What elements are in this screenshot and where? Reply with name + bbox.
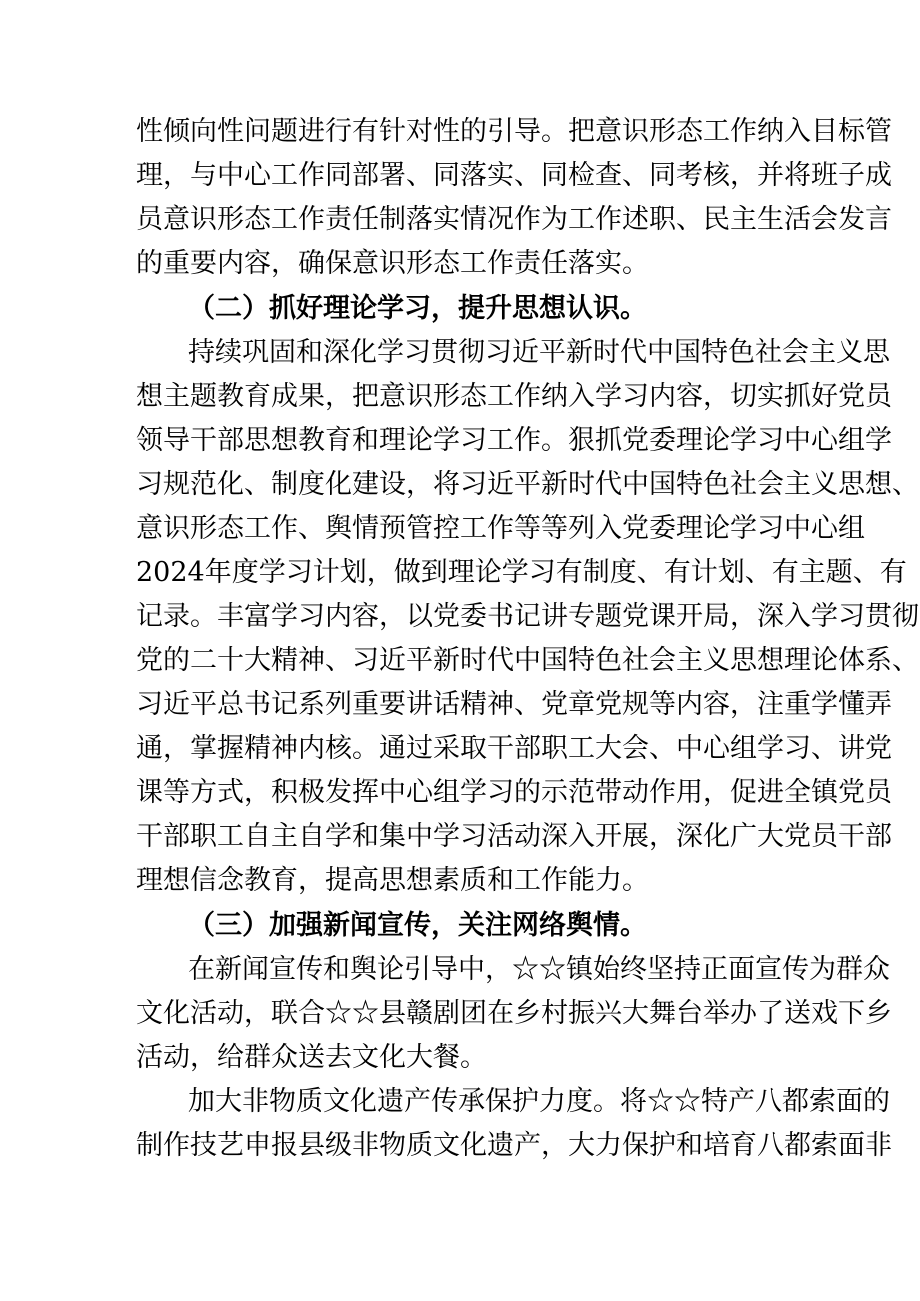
text-line: 记录。丰富学习内容，以党委书记讲专题党课开局，深入学习贯彻: [136, 601, 919, 632]
text-line: 干部职工自主自学和集中学习活动深入开展，深化广大党员干部: [136, 821, 892, 852]
text-line: 课等方式，积极发挥中心组学习的示范带动作用，促进全镇党员: [136, 777, 892, 808]
text-line: 党的二十大精神、习近平新时代中国特色社会主义思想理论体系、: [136, 645, 919, 676]
section-heading: （三）加强新闻宣传，关注网络舆情。: [188, 910, 647, 941]
text-line: 文化活动，联合☆☆县赣剧团在乡村振兴大舞台举办了送戏下乡: [136, 998, 892, 1029]
text-line: 持续巩固和深化学习贯彻习近平新时代中国特色社会主义思: [188, 337, 890, 368]
text-line: 在新闻宣传和舆论引导中，☆☆镇始终坚持正面宣传为群众: [188, 954, 890, 985]
text-line: 意识形态工作、舆情预管控工作等等列入党委理论学习中心组: [136, 513, 865, 544]
text-line: 习近平总书记系列重要讲话精神、党章党规等内容，注重学懂弄: [136, 689, 892, 720]
text-line: 员意识形态工作责任制落实情况作为工作述职、民主生活会发言: [136, 204, 892, 235]
text-line: 活动，给群众送去文化大餐。: [136, 1042, 487, 1073]
section-heading: （二）抓好理论学习，提升思想认识。: [188, 293, 647, 324]
text-line: 加大非物质文化遗产传承保护力度。将☆☆特产八都索面的: [188, 1086, 890, 1117]
text-line: 理想信念教育，提高思想素质和工作能力。: [136, 865, 649, 896]
text-line: 想主题教育成果，把意识形态工作纳入学习内容，切实抓好党员: [136, 381, 892, 412]
text-line: 2024年度学习计划，做到理论学习有制度、有计划、有主题、有: [136, 557, 907, 588]
text-line: 理，与中心工作同部署、同落实、同检查、同考核，并将班子成: [136, 160, 892, 191]
text-line: 通，掌握精神内核。通过采取干部职工大会、中心组学习、讲党: [136, 733, 892, 764]
text-line: 习规范化、制度化建设，将习近平新时代中国特色社会主义思想、: [136, 469, 919, 500]
text-line: 制作技艺申报县级非物质文化遗产，大力保护和培育八都索面非: [136, 1130, 892, 1161]
text-line: 的重要内容，确保意识形态工作责任落实。: [136, 248, 649, 279]
text-line: 性倾向性问题进行有针对性的引导。把意识形态工作纳入目标管: [136, 116, 892, 147]
text-line: 领导干部思想教育和理论学习工作。狠抓党委理论学习中心组学: [136, 425, 892, 456]
